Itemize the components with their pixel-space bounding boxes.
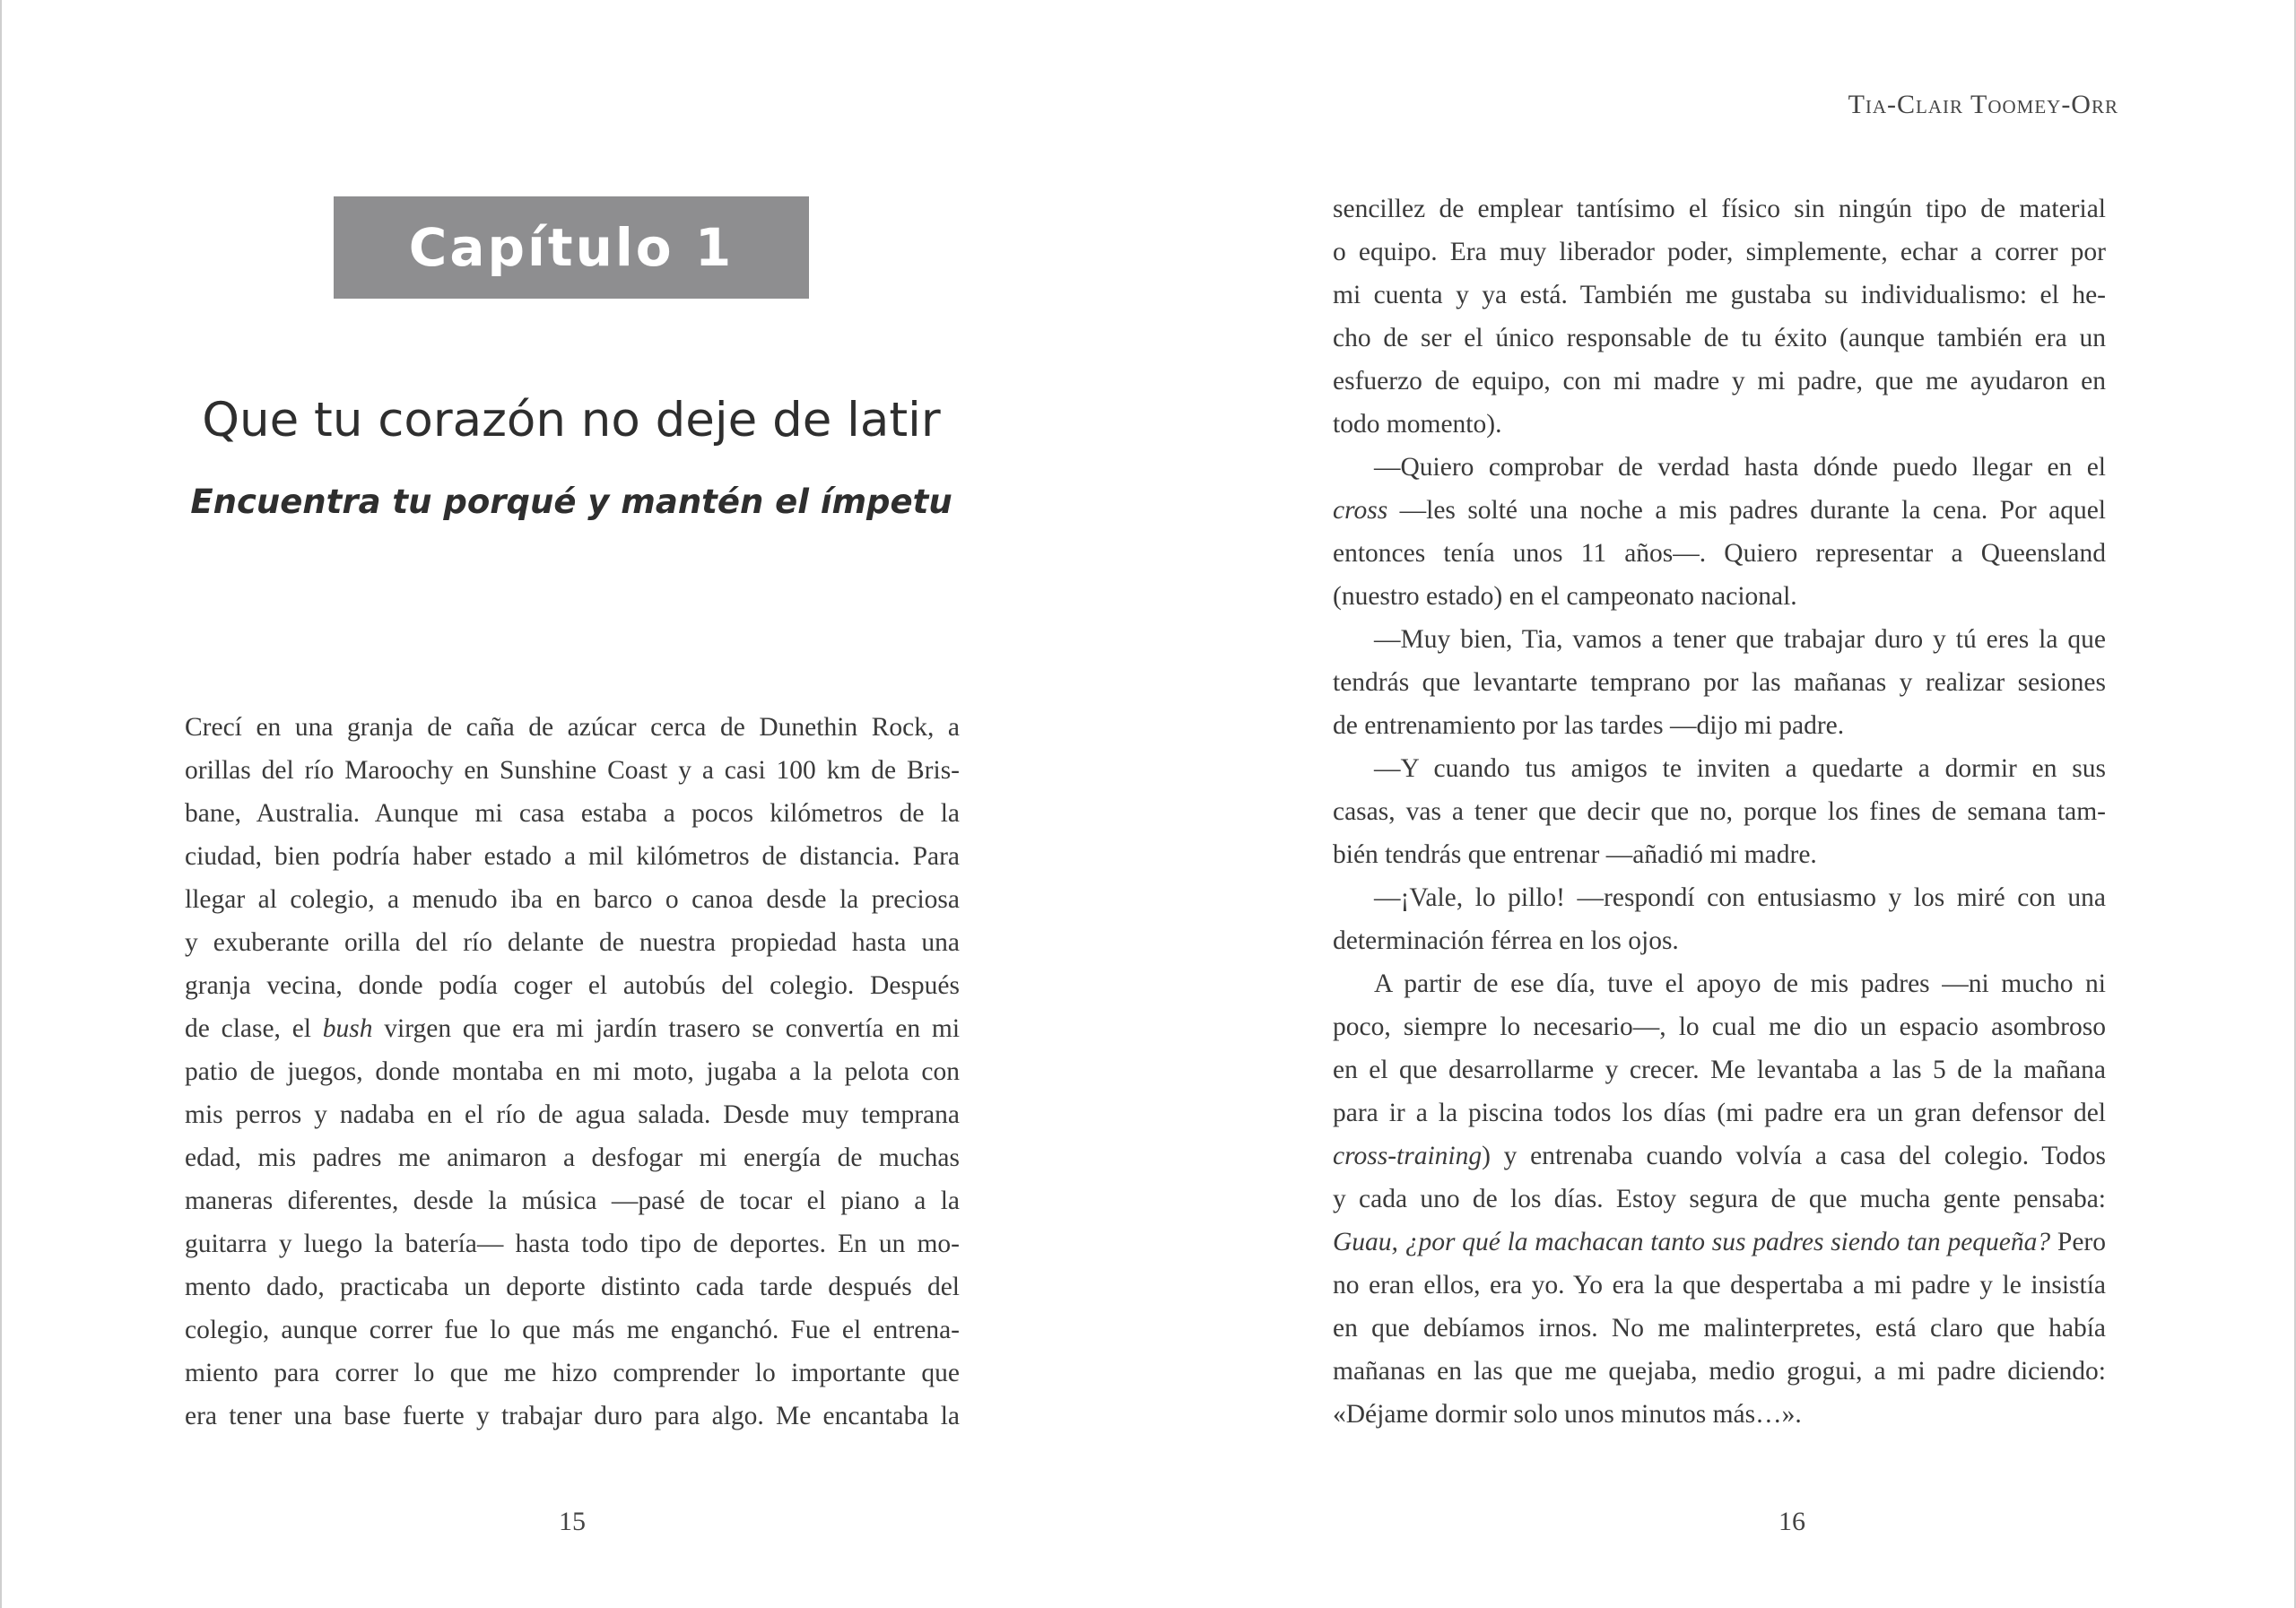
text-line: era tener una base fuerte y trabajar duro para algo. Me encantaba la: [185, 1402, 960, 1430]
text-line: mañanas en las que me quejaba, medio grogui, a mi padre diciendo:: [1333, 1357, 2106, 1386]
text-line: en que debíamos irnos. No me malinterpretes, está claro que había: [1333, 1314, 2106, 1343]
text-line: [185, 1007, 960, 1050]
text-line: [1333, 489, 2106, 532]
italic-term: cross-training: [1333, 1142, 1483, 1170]
text-line: —Muy bien, Tia, vamos a tener que trabajar duro y tú eres la que: [1374, 625, 2106, 654]
text-line: ciudad, bien podría haber estado a mil kilómetros de distancia. Para: [185, 842, 960, 871]
left-page: [2, 0, 1150, 1608]
text-line: colegio, aunque correr fue lo que más me enganchó. Fue el entrena-: [185, 1316, 960, 1344]
chapter-label: Capítulo 1: [408, 217, 735, 278]
text-line: guitarra y luego la batería— hasta todo tipo de deportes. En un mo-: [185, 1230, 960, 1258]
text-line: mis perros y nadaba en el río de agua salada. Desde muy temprana: [185, 1100, 960, 1129]
text-line: «Déjame dormir solo unos minutos más…».: [1333, 1400, 1802, 1429]
text-line: casas, vas a tener que decir que no, porque los fines de semana tam-: [1333, 797, 2106, 826]
text-line: bién tendrás que entrenar —añadió mi madre.: [1333, 840, 1817, 869]
text-line: edad, mis padres me animaron a desfogar mi energía de muchas: [185, 1143, 960, 1172]
chapter-title: Que tu corazón no deje de latir: [202, 393, 941, 448]
text-line: bane, Australia. Aunque mi casa estaba a pocos kilómetros de la: [185, 799, 960, 828]
text-line: llegar al colegio, a menudo iba en barco o canoa desde la preciosa: [185, 885, 960, 914]
left-body-text: [185, 706, 960, 1438]
text-line: determinación férrea en los ojos.: [1333, 926, 1679, 955]
italic-term: bush: [322, 1014, 373, 1043]
text-line: esfuerzo de equipo, con mi madre y mi padre, que me ayudaron en: [1333, 367, 2106, 395]
text-line: orillas del río Maroochy en Sunshine Coast y a casi 100 km de Bris-: [185, 756, 960, 785]
text-line: tendrás que levantarte temprano por las mañanas y realizar sesiones: [1333, 668, 2106, 697]
running-head: Tia-Clair Toomey-Orr: [1848, 90, 2118, 119]
text-segment: ) y entrenaba cuando volvía a casa del colegio. Todos: [1482, 1142, 2106, 1170]
text-line: [1333, 1134, 2106, 1178]
text-line: [1333, 1221, 2106, 1264]
text-line: maneras diferentes, desde la música —pasé de tocar el piano a la: [185, 1186, 960, 1215]
page-number: 15: [559, 1507, 586, 1536]
text-line: —Quiero comprobar de verdad hasta dónde puedo llegar en el: [1374, 453, 2106, 482]
text-line: y cada uno de los días. Estoy segura de que mucha gente pensaba:: [1333, 1185, 2106, 1213]
right-page: [1150, 0, 2296, 1608]
text-line: patio de juegos, donde montaba en mi moto, jugaba a la pelota con: [185, 1057, 960, 1086]
text-line: (nuestro estado) en el campeonato nacional.: [1333, 582, 1797, 611]
right-body-text: [1333, 187, 2106, 1436]
text-line: para ir a la piscina todos los días (mi padre era un gran defensor del: [1333, 1099, 2106, 1127]
text-line: o equipo. Era muy liberador poder, simplemente, echar a correr por: [1333, 238, 2106, 266]
text-line: —Y cuando tus amigos te inviten a quedarte a dormir en sus: [1374, 754, 2106, 783]
text-line: de entrenamiento por las tardes —dijo mi padre.: [1333, 711, 1845, 740]
text-line: granja vecina, donde podía coger el autobús del colegio. Después: [185, 971, 960, 1000]
text-line: poco, siempre lo necesario—, lo cual me dio un espacio asombroso: [1333, 1013, 2106, 1041]
text-line: entonces tenía unos 11 años—. Quiero representar a Queensland: [1333, 539, 2106, 568]
text-line: A partir de ese día, tuve el apoyo de mis padres —ni mucho ni: [1374, 969, 2106, 998]
italic-thought: Guau, ¿por qué la machacan tanto sus padres siendo tan pequeña?: [1333, 1228, 2051, 1256]
page-number: 16: [1779, 1507, 1805, 1536]
text-line: Crecí en una granja de caña de azúcar cerca de Dunethin Rock, a: [185, 713, 960, 742]
text-line: mento dado, practicaba un deporte distinto cada tarde después del: [185, 1273, 960, 1301]
text-line: en el que desarrollarme y crecer. Me levantaba a las 5 de la mañana: [1333, 1056, 2106, 1084]
text-line: miento para correr lo que me hizo comprender lo importante que: [185, 1359, 960, 1387]
text-line: cho de ser el único responsable de tu éxito (aunque también era un: [1333, 324, 2106, 352]
text-line: todo momento).: [1333, 410, 1502, 439]
text-segment: —les solté una noche a mis padres durante la cena. Por aquel: [1387, 496, 2106, 525]
text-segment: de clase, el: [185, 1014, 323, 1043]
text-segment: virgen que era mi jardín trasero se convertía en mi: [372, 1014, 961, 1043]
text-segment: Pero: [2050, 1228, 2107, 1256]
chapter-label-box: [334, 196, 809, 299]
chapter-subtitle: Encuentra tu porqué y mantén el ímpetu: [190, 482, 952, 521]
text-line: sencillez de emplear tantísimo el físico sin ningún tipo de material: [1333, 195, 2106, 223]
italic-term: cross: [1333, 496, 1388, 525]
text-line: mi cuenta y ya está. También me gustaba su individualismo: el he-: [1333, 281, 2106, 309]
text-line: no eran ellos, era yo. Yo era la que despertaba a mi padre y le insistía: [1333, 1271, 2106, 1299]
text-line: —¡Vale, lo pillo! —respondí con entusiasmo y los miré con una: [1374, 883, 2106, 912]
text-line: y exuberante orilla del río delante de nuestra propiedad hasta una: [185, 928, 960, 957]
